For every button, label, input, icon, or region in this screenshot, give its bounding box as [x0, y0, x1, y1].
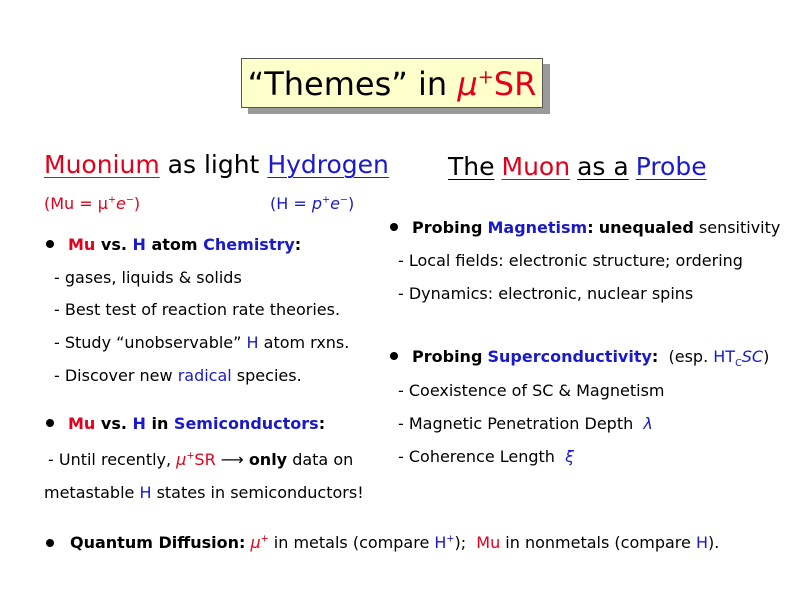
r-b2-superconductivity: Superconductivity: [487, 347, 652, 366]
l5-only: only: [248, 450, 288, 469]
b2-vs: vs.: [100, 414, 127, 433]
h-definition: [270, 194, 354, 213]
mu-definition: [44, 194, 140, 213]
l4-radical: radical: [177, 366, 232, 385]
bullet-icon: [46, 240, 54, 248]
b2-semiconductors: Semiconductors: [173, 414, 319, 433]
heading-muon: Muon: [501, 152, 571, 181]
l3-b: atom rxns.: [258, 333, 350, 352]
qd-h1-sup: +: [446, 533, 455, 545]
b1-h: H: [132, 235, 146, 254]
r-b2-c: C: [735, 358, 742, 370]
r-b2-esp: (esp.: [658, 347, 714, 366]
l5-a: - Until recently,: [48, 450, 177, 469]
line-coherence-length: [398, 447, 574, 466]
bullet-icon: [46, 419, 54, 427]
r-b2-colon: :: [651, 347, 659, 366]
h-def-sup2: −: [339, 194, 348, 206]
qd-d: ).: [707, 533, 720, 552]
l6-a: metastable: [44, 483, 140, 502]
r-b1-unequaled: unequaled: [598, 218, 694, 237]
r-b1-colon: :: [587, 218, 594, 237]
line-until-recently: [48, 450, 353, 469]
l6-h: H: [139, 483, 152, 502]
page-title: [241, 58, 543, 108]
b1-colon: :: [294, 235, 302, 254]
b1-vs: vs.: [100, 235, 127, 254]
l4-a: - Discover new: [54, 366, 178, 385]
qd-mu2: Mu: [476, 533, 501, 552]
qd-c: in nonmetals (compare: [500, 533, 696, 552]
l5-b: data on: [287, 450, 354, 469]
r-b1-magnetism: Magnetism: [487, 218, 588, 237]
line-coexistence: - Coexistence of SC & Magnetism: [398, 381, 665, 400]
l4-b: species.: [231, 366, 302, 385]
l6-b: states in semiconductors!: [151, 483, 364, 502]
qd-label: Quantum Diffusion:: [70, 533, 246, 552]
qd-b: );: [454, 533, 477, 552]
b2-in: in: [151, 414, 169, 433]
mu-def-sup2: −: [125, 194, 134, 206]
title-mu: μ: [457, 65, 478, 103]
bullet-quantum-diffusion: [70, 533, 719, 552]
qd-mu: μ: [250, 533, 261, 552]
heading-probe: Probe: [635, 152, 707, 181]
mu-def-close: ): [133, 194, 141, 213]
r-b2-probing: Probing: [412, 347, 483, 366]
r-b2-ht: HT: [713, 347, 736, 366]
bullet-icon: [390, 352, 398, 360]
r-b1-probing: Probing: [412, 218, 483, 237]
mu-def-text: (Mu = μ: [44, 194, 108, 213]
title-in: in: [418, 65, 448, 103]
qd-h1: H: [434, 533, 447, 552]
bullet-probing-magnetism: [412, 218, 780, 237]
b1-atom: atom: [151, 235, 198, 254]
h-def-e: e: [330, 194, 340, 213]
l3-h: H: [246, 333, 259, 352]
title-sr: SR: [493, 65, 537, 103]
l5-sup: +: [186, 450, 195, 462]
bullet-icon: [390, 223, 398, 231]
h-def-close: ): [347, 194, 355, 213]
xi-symbol: ξ: [565, 447, 575, 466]
l3-a: - Study “unobservable”: [54, 333, 247, 352]
h-def-p: p: [311, 194, 323, 213]
line-best-test: - Best test of reaction rate theories.: [54, 300, 341, 319]
r-b2-sc: SC: [741, 347, 764, 366]
mu-def-sup1: +: [107, 194, 116, 206]
left-heading: [44, 150, 389, 179]
line-dynamics: - Dynamics: electronic, nuclear spins: [398, 284, 694, 303]
line-discover: [54, 366, 302, 385]
line-gases: - gases, liquids & solids: [54, 268, 242, 287]
l5-mu: μ: [176, 450, 187, 469]
line-study: [54, 333, 349, 352]
heading-as-a: as a: [577, 152, 629, 181]
bullet-mu-semiconductors: [68, 414, 325, 433]
heading-hydrogen: Hydrogen: [267, 150, 389, 179]
line-local-fields: - Local fields: electronic structure; ordering: [398, 251, 743, 270]
bullet-probing-superconductivity: [412, 347, 770, 370]
heading-the: The: [448, 152, 495, 181]
r5-a: - Coherence Length: [398, 447, 566, 466]
heading-muonium: Muonium: [44, 150, 160, 179]
b2-colon: :: [318, 414, 326, 433]
title-plus: +: [477, 65, 494, 89]
line-penetration-depth: [398, 414, 653, 433]
l5-sr: SR: [194, 450, 216, 469]
b2-mu: Mu: [68, 414, 96, 433]
qd-a: in metals (compare: [268, 533, 435, 552]
title-themes: “Themes”: [247, 65, 408, 103]
h-def-sup1: +: [322, 194, 331, 206]
arrow-icon: ⟶: [220, 450, 244, 469]
r-b2-close: ): [763, 347, 770, 366]
b1-mu: Mu: [68, 235, 96, 254]
mu-def-e: e: [116, 194, 126, 213]
line-metastable: [44, 483, 364, 502]
h-def-text: (H =: [270, 194, 312, 213]
r4-a: - Magnetic Penetration Depth: [398, 414, 644, 433]
right-heading: [448, 152, 707, 181]
b2-h: H: [132, 414, 146, 433]
qd-mu-sup: +: [260, 533, 269, 545]
bullet-mu-chemistry: [68, 235, 301, 254]
bullet-icon: [46, 539, 54, 547]
r-b1-rest: sensitivity: [693, 218, 781, 237]
b1-chemistry: Chemistry: [203, 235, 295, 254]
heading-as-light: as light: [167, 150, 260, 179]
lambda-symbol: λ: [643, 414, 653, 433]
qd-h2: H: [695, 533, 708, 552]
